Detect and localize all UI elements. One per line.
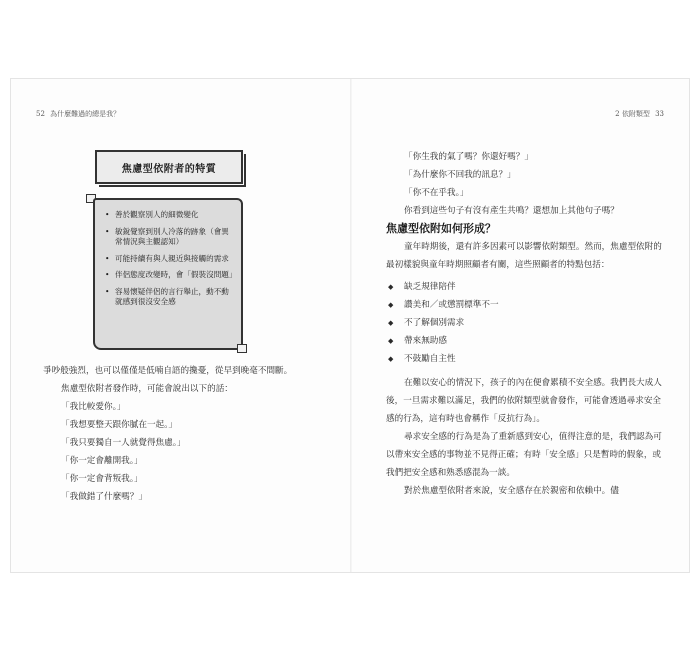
trait-list — [95, 200, 241, 308]
section-heading: 焦慮型依附如何形成？ — [386, 222, 496, 235]
bullet-item: ◆ 缺乏規律陪伴 — [386, 278, 664, 296]
trait-item: • 容易懷疑伴侶的言行舉止，動不動就感到很沒安全感 — [105, 287, 235, 308]
quote-line: 「你生我的氣了嗎？你還好嗎？」 — [404, 152, 533, 162]
trait-item: • 善於觀察別人的細微變化 — [105, 210, 235, 221]
right-paragraph-2: 在難以安心的情況下，孩子的內在便會累積不安全感。我們長大成人後，一旦需求難以滿足，我們的依附類型就會發作，可能會透過尋求安全感的行為，這有時也會稱作「反抗行為」。 — [386, 378, 662, 424]
book-gutter — [350, 79, 352, 572]
quote-line: 「你一定會背叛我。」 — [61, 474, 143, 484]
quote-line: 「我做錯了什麼嗎？」 — [61, 492, 147, 502]
trait-item: • 敏銳覺察到別人冷落的跡象（會異常情況與主觀認知） — [105, 227, 235, 248]
chapter-number: 2 — [615, 110, 620, 118]
right-paragraph-4: 對於焦慮型依附者來說，安全感存在於親密和依賴中。儘 — [404, 486, 619, 496]
reflection-question: 你看到這些句子有沒有產生共鳴？還想加上其他句子嗎？ — [404, 206, 619, 216]
left-paragraph-2: 焦慮型依附者發作時，可能會說出以下的話： — [61, 384, 233, 394]
left-running-title: 為什麼難過的總是我？ — [50, 110, 121, 118]
trait-box-title-text: 焦慮型依附者的特質 — [121, 163, 217, 175]
right-running-head — [615, 109, 667, 119]
quote-line: 「你一定會離開我。」 — [61, 456, 143, 466]
left-body — [43, 362, 308, 506]
quote-line: 「我只要獨自一人就覺得焦慮。」 — [61, 438, 186, 448]
trait-item: • 可能持續有與人親近與接觸的需求 — [105, 254, 235, 265]
left-page-number: 52 — [36, 110, 45, 118]
quote-line: 「為什麼你不回我的訊息？」 — [404, 170, 516, 180]
quote-line: 「我比較愛你。」 — [61, 402, 126, 412]
trait-box — [93, 198, 243, 350]
right-paragraph-3: 尋求安全感的行為是為了重新感到安心，值得注意的是，我們認為可以帶來安全感的事物並不見得正確；有時「安全感」只是暫時的假象，或我們把安全感和熟悉感混為一談。 — [386, 432, 662, 478]
left-running-head — [33, 109, 120, 119]
book-spread — [10, 78, 690, 573]
trait-item: • 伴侶態度改變時，會「假裝沒問題」 — [105, 270, 235, 281]
trait-box-title — [95, 150, 243, 184]
quote-line: 「我想要整天跟你膩在一起。」 — [61, 420, 178, 430]
right-page-number: 33 — [655, 110, 664, 118]
bullet-item: ◆ 帶來無助感 — [386, 332, 664, 350]
bullet-item: ◆ 不鼓勵自主性 — [386, 350, 664, 368]
box-tab-bottom — [237, 344, 247, 353]
left-paragraph-1: 爭吵般強烈，也可以僅僅是低喃自語的攙憂，從早到晚毫不間斷。 — [43, 366, 293, 376]
quote-line: 「你不在乎我。」 — [404, 188, 469, 198]
bullet-item: ◆ 不了解個別需求 — [386, 314, 664, 332]
bullet-item: ◆ 讚美和／或懲罰標準不一 — [386, 296, 664, 314]
right-paragraph-1: 童年時期後，還有許多因素可以影響依附類型。然而，焦慮型依附的最初樣貌與童年時期照顧者有關，這些照顧者的特點包括： — [386, 242, 662, 270]
caregiver-traits-list — [386, 278, 664, 368]
right-running-title: 依附類型 — [621, 110, 650, 118]
right-body — [386, 148, 664, 500]
